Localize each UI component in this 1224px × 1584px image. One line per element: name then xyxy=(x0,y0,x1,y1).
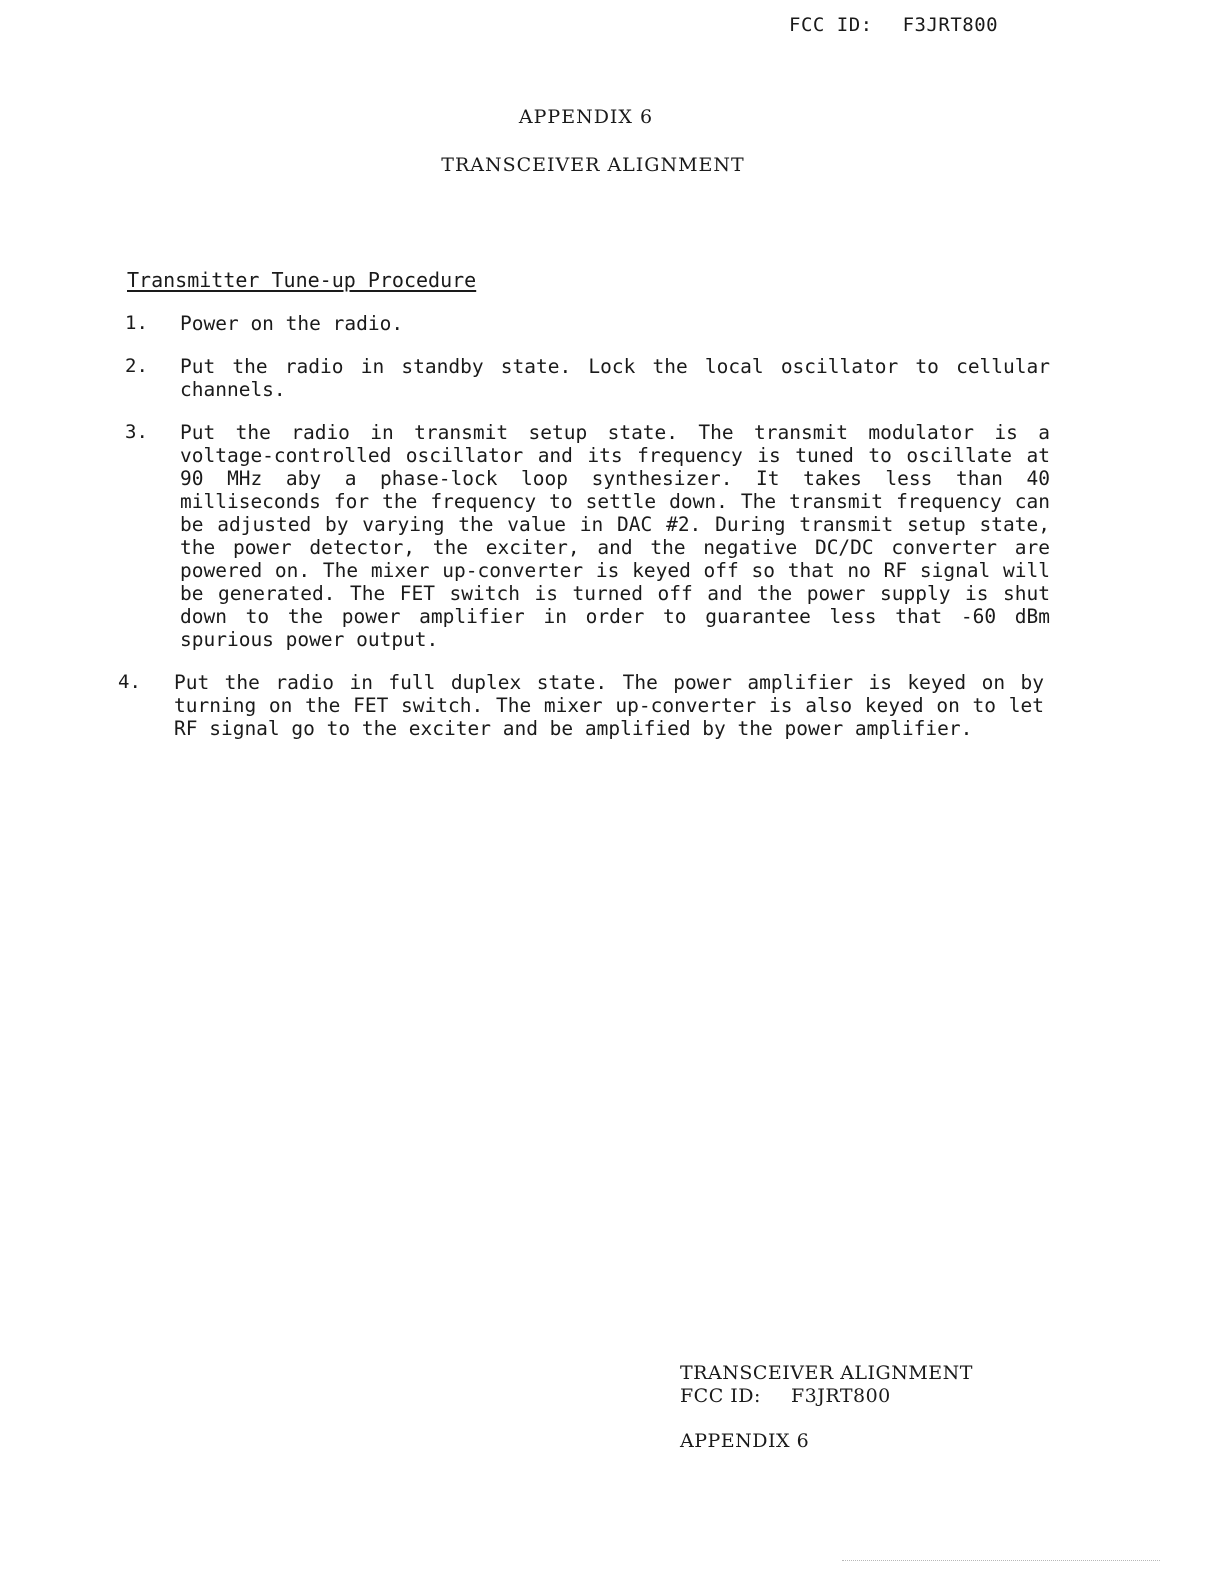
step-text: Power on the radio. xyxy=(180,312,404,335)
step-text: Put the radio in standby state. Lock the local oscillator to cellular channels. xyxy=(180,355,1050,401)
document-title: TRANSCEIVER ALIGNMENT xyxy=(441,154,745,176)
fcc-id-label: FCC ID: xyxy=(789,14,873,36)
procedure-step xyxy=(122,355,1062,401)
footer-fcc-id xyxy=(680,1385,973,1408)
page-footer xyxy=(680,1362,973,1453)
step-number: 4. xyxy=(118,671,141,693)
procedure-steps xyxy=(118,312,1062,760)
fcc-id-value: F3JRT800 xyxy=(902,14,999,36)
procedure-step xyxy=(118,671,1062,740)
procedure-step xyxy=(122,421,1062,651)
step-number: 3. xyxy=(125,421,148,443)
scan-artifact-line xyxy=(842,1560,1160,1561)
footer-fcc-label: FCC ID: xyxy=(680,1385,761,1407)
appendix-title: APPENDIX 6 xyxy=(518,106,654,128)
section-heading: Transmitter Tune-up Procedure xyxy=(127,268,477,292)
procedure-step xyxy=(122,312,1062,335)
step-text: Put the radio in transmit setup state. The transmit modulator is a voltage-controlled oscillator and its frequency is tuned to oscillate at 90 MHz aby a phase-lock loop synthesizer. It takes less than 40 milliseconds for the frequency to settle down. The transmit frequency can be adjusted by varying the value in DAC #2. During transmit setup state, the power detector, the exciter, and the negative DC/DC converter are powered on. The mixer up-converter is keyed off so that no RF signal will be generated. The FET switch is turned off and the power supply is shut down to the power amplifier in order to guarantee less that -60 dBm spurious power output. xyxy=(180,421,1050,651)
step-number: 1. xyxy=(125,312,148,334)
step-number: 2. xyxy=(125,355,148,377)
footer-appendix: APPENDIX 6 xyxy=(680,1430,810,1452)
footer-title: TRANSCEIVER ALIGNMENT xyxy=(680,1362,973,1384)
fcc-id-header xyxy=(789,14,998,36)
step-text: Put the radio in full duplex state. The power amplifier is keyed on by turning on the FET switch. The mixer up-converter is also keyed on to let RF signal go to the exciter and be amplified by the power amplifier. xyxy=(174,671,1044,740)
footer-fcc-value: F3JRT800 xyxy=(790,1385,891,1407)
